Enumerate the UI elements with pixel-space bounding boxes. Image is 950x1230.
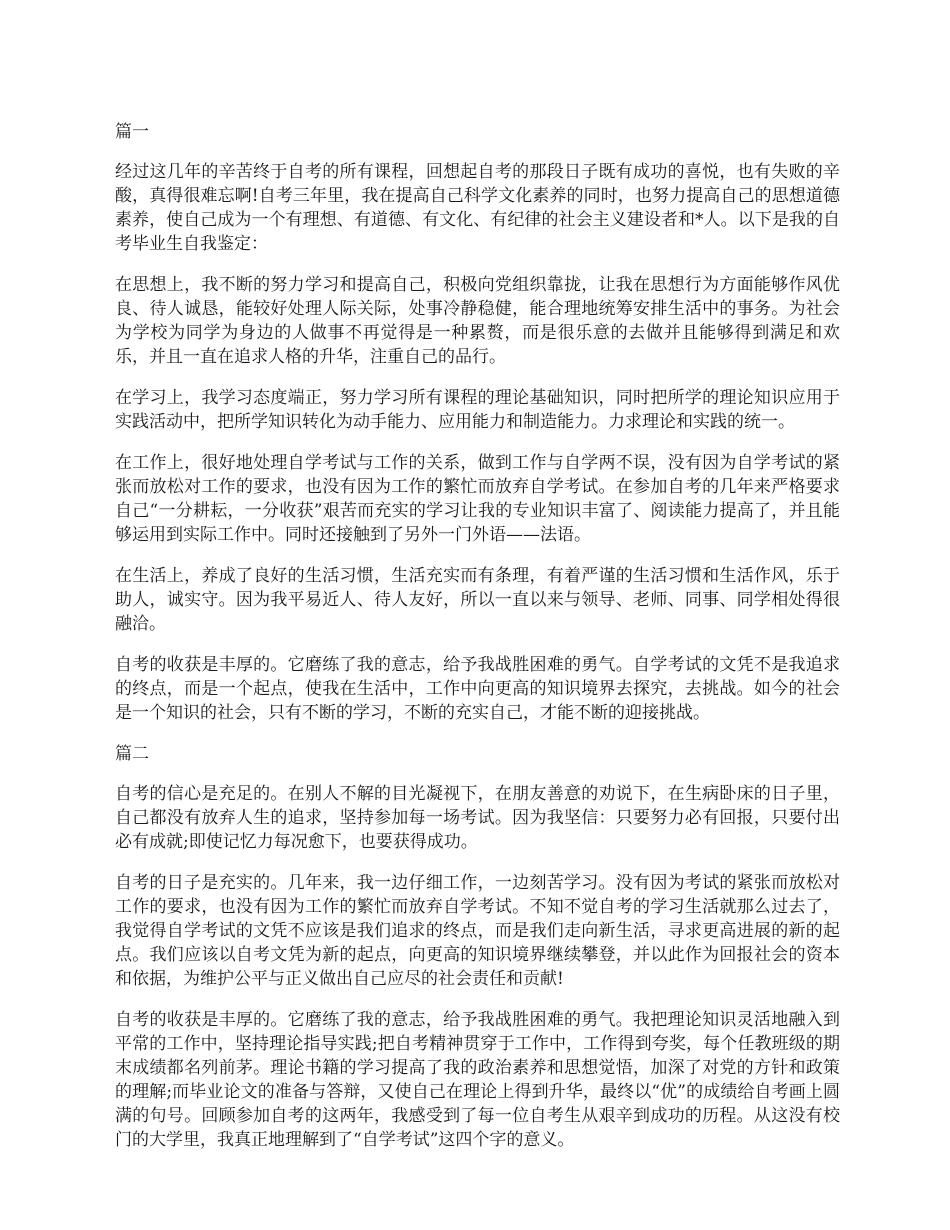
paragraph: 自考的收获是丰厚的。它磨练了我的意志，给予我战胜困难的勇气。我把理论知识灵活地融入到平常的工作中，坚持理论指导实践;把自考精神贯穿于工作中，工作得到夸奖，每个任教班级的期末成绩都名列前茅。理论书籍的学习提高了我的政治素养和思想觉悟，加深了对党的方针和政策的理解;而毕业论文的准备与答辩，又使自己在理论上得到升华，最终以“优”的成绩给自考画上圆满的句号。回顾参加自考的这两年，我感受到了每一位自考生从艰辛到成功的历程。从这没有校门的大学里，我真正地理解到了“自学考试”这四个字的意义。 — [115, 1010, 840, 1150]
paragraph: 经过这几年的辛苦终于自考的所有课程，回想起自考的那段日子既有成功的喜悦，也有失败的辛酸，真得很难忘啊!自考三年里，我在提高自己科学文化素养的同时，也努力提高自己的思想道德素养，使自己成为一个有理想、有道德、有文化、有纪律的社会主义建设者和*人。以下是我的自考毕业生自我鉴定： — [115, 162, 840, 254]
paragraph: 在学习上，我学习态度端正，努力学习所有课程的理论基础知识，同时把所学的理论知识应用于实践活动中，把所学知识转化为动手能力、应用能力和制造能力。力求理论和实践的统一。 — [115, 388, 840, 432]
paragraph: 在思想上，我不断的努力学习和提高自己，积极向党组织靠拢，让我在思想行为方面能够作风优良、待人诚恳，能较好处理人际关际，处事冷静稳健，能合理地统筹安排生活中的事务。为社会为学校为同学为身边的人做事不再觉得是一种累赘，而是很乐意的去做并且能够得到满足和欢乐，并且一直在追求人格的升华，注重自己的品行。 — [115, 275, 840, 367]
section-heading: 篇一 — [115, 122, 149, 142]
paragraph: 在工作上，很好地处理自学考试与工作的关系，做到工作与自学两不误，没有因为自学考试的紧张而放松对工作的要求，也没有因为工作的繁忙而放弃自学考试。在参加自考的几年来严格要求自己“一分耕耘，一分收获”艰苦而充实的学习让我的专业知识丰富了、阅读能力提高了，并且能够运用到实际工作中。同时还接触到了另外一门外语——法语。 — [115, 453, 840, 545]
paragraph: 自考的信心是充足的。在别人不解的目光凝视下，在朋友善意的劝说下，在生病卧床的日子里，自己都没有放弃人生的追求，坚持参加每一场考试。因为我坚信：只要努力必有回报，只要付出必有成就;即使记忆力每况愈下，也要获得成功。 — [115, 784, 840, 852]
paragraph: 在生活上，养成了良好的生活习惯，生活充实而有条理，有着严谨的生活习惯和生活作风，乐于助人，诚实守。因为我平易近人、待人友好，所以一直以来与领导、老师、同事、同学相处得很融洽。 — [115, 566, 840, 634]
paragraph: 自考的日子是充实的。几年来，我一边仔细工作，一边刻苦学习。没有因为考试的紧张而放松对工作的要求，也没有因为工作的繁忙而放弃自学考试。不知不觉自考的学习生活就那么过去了，我觉得自学考试的文凭不应该是我们追求的终点，而是我们走向新生活，寻求更高进展的新的起点。我们应该以自考文凭为新的起点，向更高的知识境界继续攀登，并以此作为回报社会的资本和依据，为维护公平与正义做出自己应尽的社会责任和贡献! — [115, 873, 840, 989]
paragraph: 自考的收获是丰厚的。它磨练了我的意志，给予我战胜困难的勇气。自学考试的文凭不是我追求的终点，而是一个起点，使我在生活中，工作中向更高的知识境界去探究，去挑战。如今的社会是一个知识的社会，只有不断的学习，不断的充实自己，才能不断的迎接挑战。 — [115, 655, 840, 723]
section-heading: 篇二 — [115, 744, 149, 764]
